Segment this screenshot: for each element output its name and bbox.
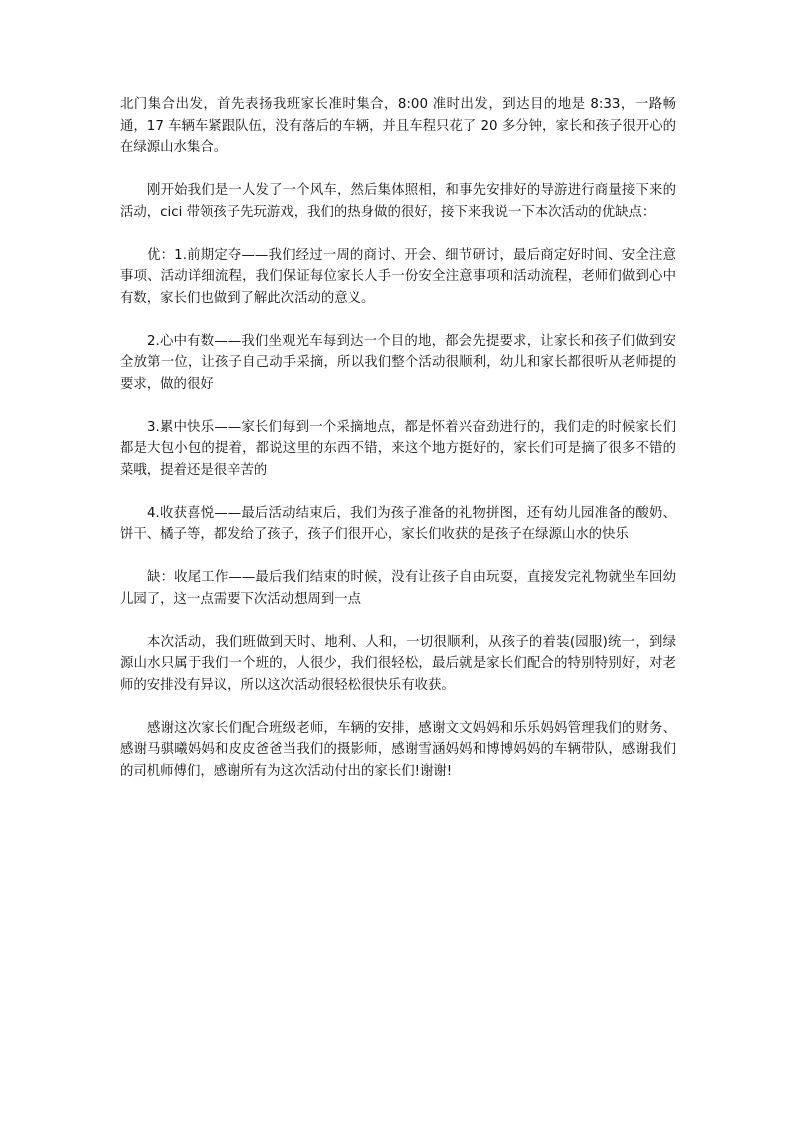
paragraph-opening-activity: 刚开始我们是一人发了一个风车，然后集体照相，和事先安排好的导游进行商量接下来的活动，cici 带领孩子先玩游戏，我们的热身做的很好，接下来我说一下本次活动的优缺点： — [120, 183, 676, 220]
paragraph-departure: 北门集合出发，首先表扬我班家长准时集合，8:00 准时出发，到达目的地是 8:33，一路畅通，17 车辆车紧跟队伍，没有落后的车辆，并且车程只花了 20 多分钟，家长和孩子很开心的在绿源山水集合。 — [120, 97, 676, 155]
paragraph-pro-2-prepared: 2.心中有数——我们坐观光车每到达一个目的地，都会先提要求，让家长和孩子们做到安全放第一位，让孩子自己动手采摘，所以我们整个活动很顺利，幼儿和家长都很听从老师提的要求，做的很好 — [120, 333, 676, 392]
document-page — [120, 94, 676, 804]
paragraph-pro-4-harvest: 4.收获喜悦——最后活动结束后，我们为孩子准备的礼物拼图，还有幼儿园准备的酸奶、饼干、橘子等，都发给了孩子，孩子们很开心，家长们收获的是孩子在绿源山水的快乐 — [120, 505, 676, 542]
paragraph-thanks: 感谢这次家长们配合班级老师，车辆的安排，感谢文文妈妈和乐乐妈妈管理我们的财务、感谢马骐曦妈妈和皮皮爸爸当我们的摄影师，感谢雪涵妈妈和博博妈妈的车辆带队，感谢我们的司机师傅们，感谢所有为这次活动付出的家长们!谢谢! — [120, 720, 676, 779]
paragraph-pro-3-joy: 3.累中快乐——家长们每到一个采摘地点，都是怀着兴奋劲进行的，我们走的时候家长们都是大包小包的提着，都说这里的东西不错，来这个地方挺好的，家长们可是摘了很多不错的菜哦，提着还是很辛苦的 — [120, 419, 676, 478]
paragraph-summary: 本次活动，我们班做到天时、地利、人和，一切很顺利，从孩子的着装(园服)统一，到绿源山水只属于我们一个班的，人很少，我们很轻松，最后就是家长们配合的特别特别好，对老师的安排没有异议，所以这次活动很轻松很快乐有收获。 — [120, 634, 676, 693]
paragraph-con-wrapup: 缺：收尾工作——最后我们结束的时候，没有让孩子自由玩耍，直接发完礼物就坐车回幼儿园了，这一点需要下次活动想周到一点 — [120, 570, 676, 607]
paragraph-pro-1-planning: 优：1.前期定夺——我们经过一周的商讨、开会、细节研讨，最后商定好时间、安全注意事项、活动详细流程，我们保证每位家长人手一份安全注意事项和活动流程，老师们做到心中有数，家长们也做到了解此次活动的意义。 — [120, 247, 676, 306]
